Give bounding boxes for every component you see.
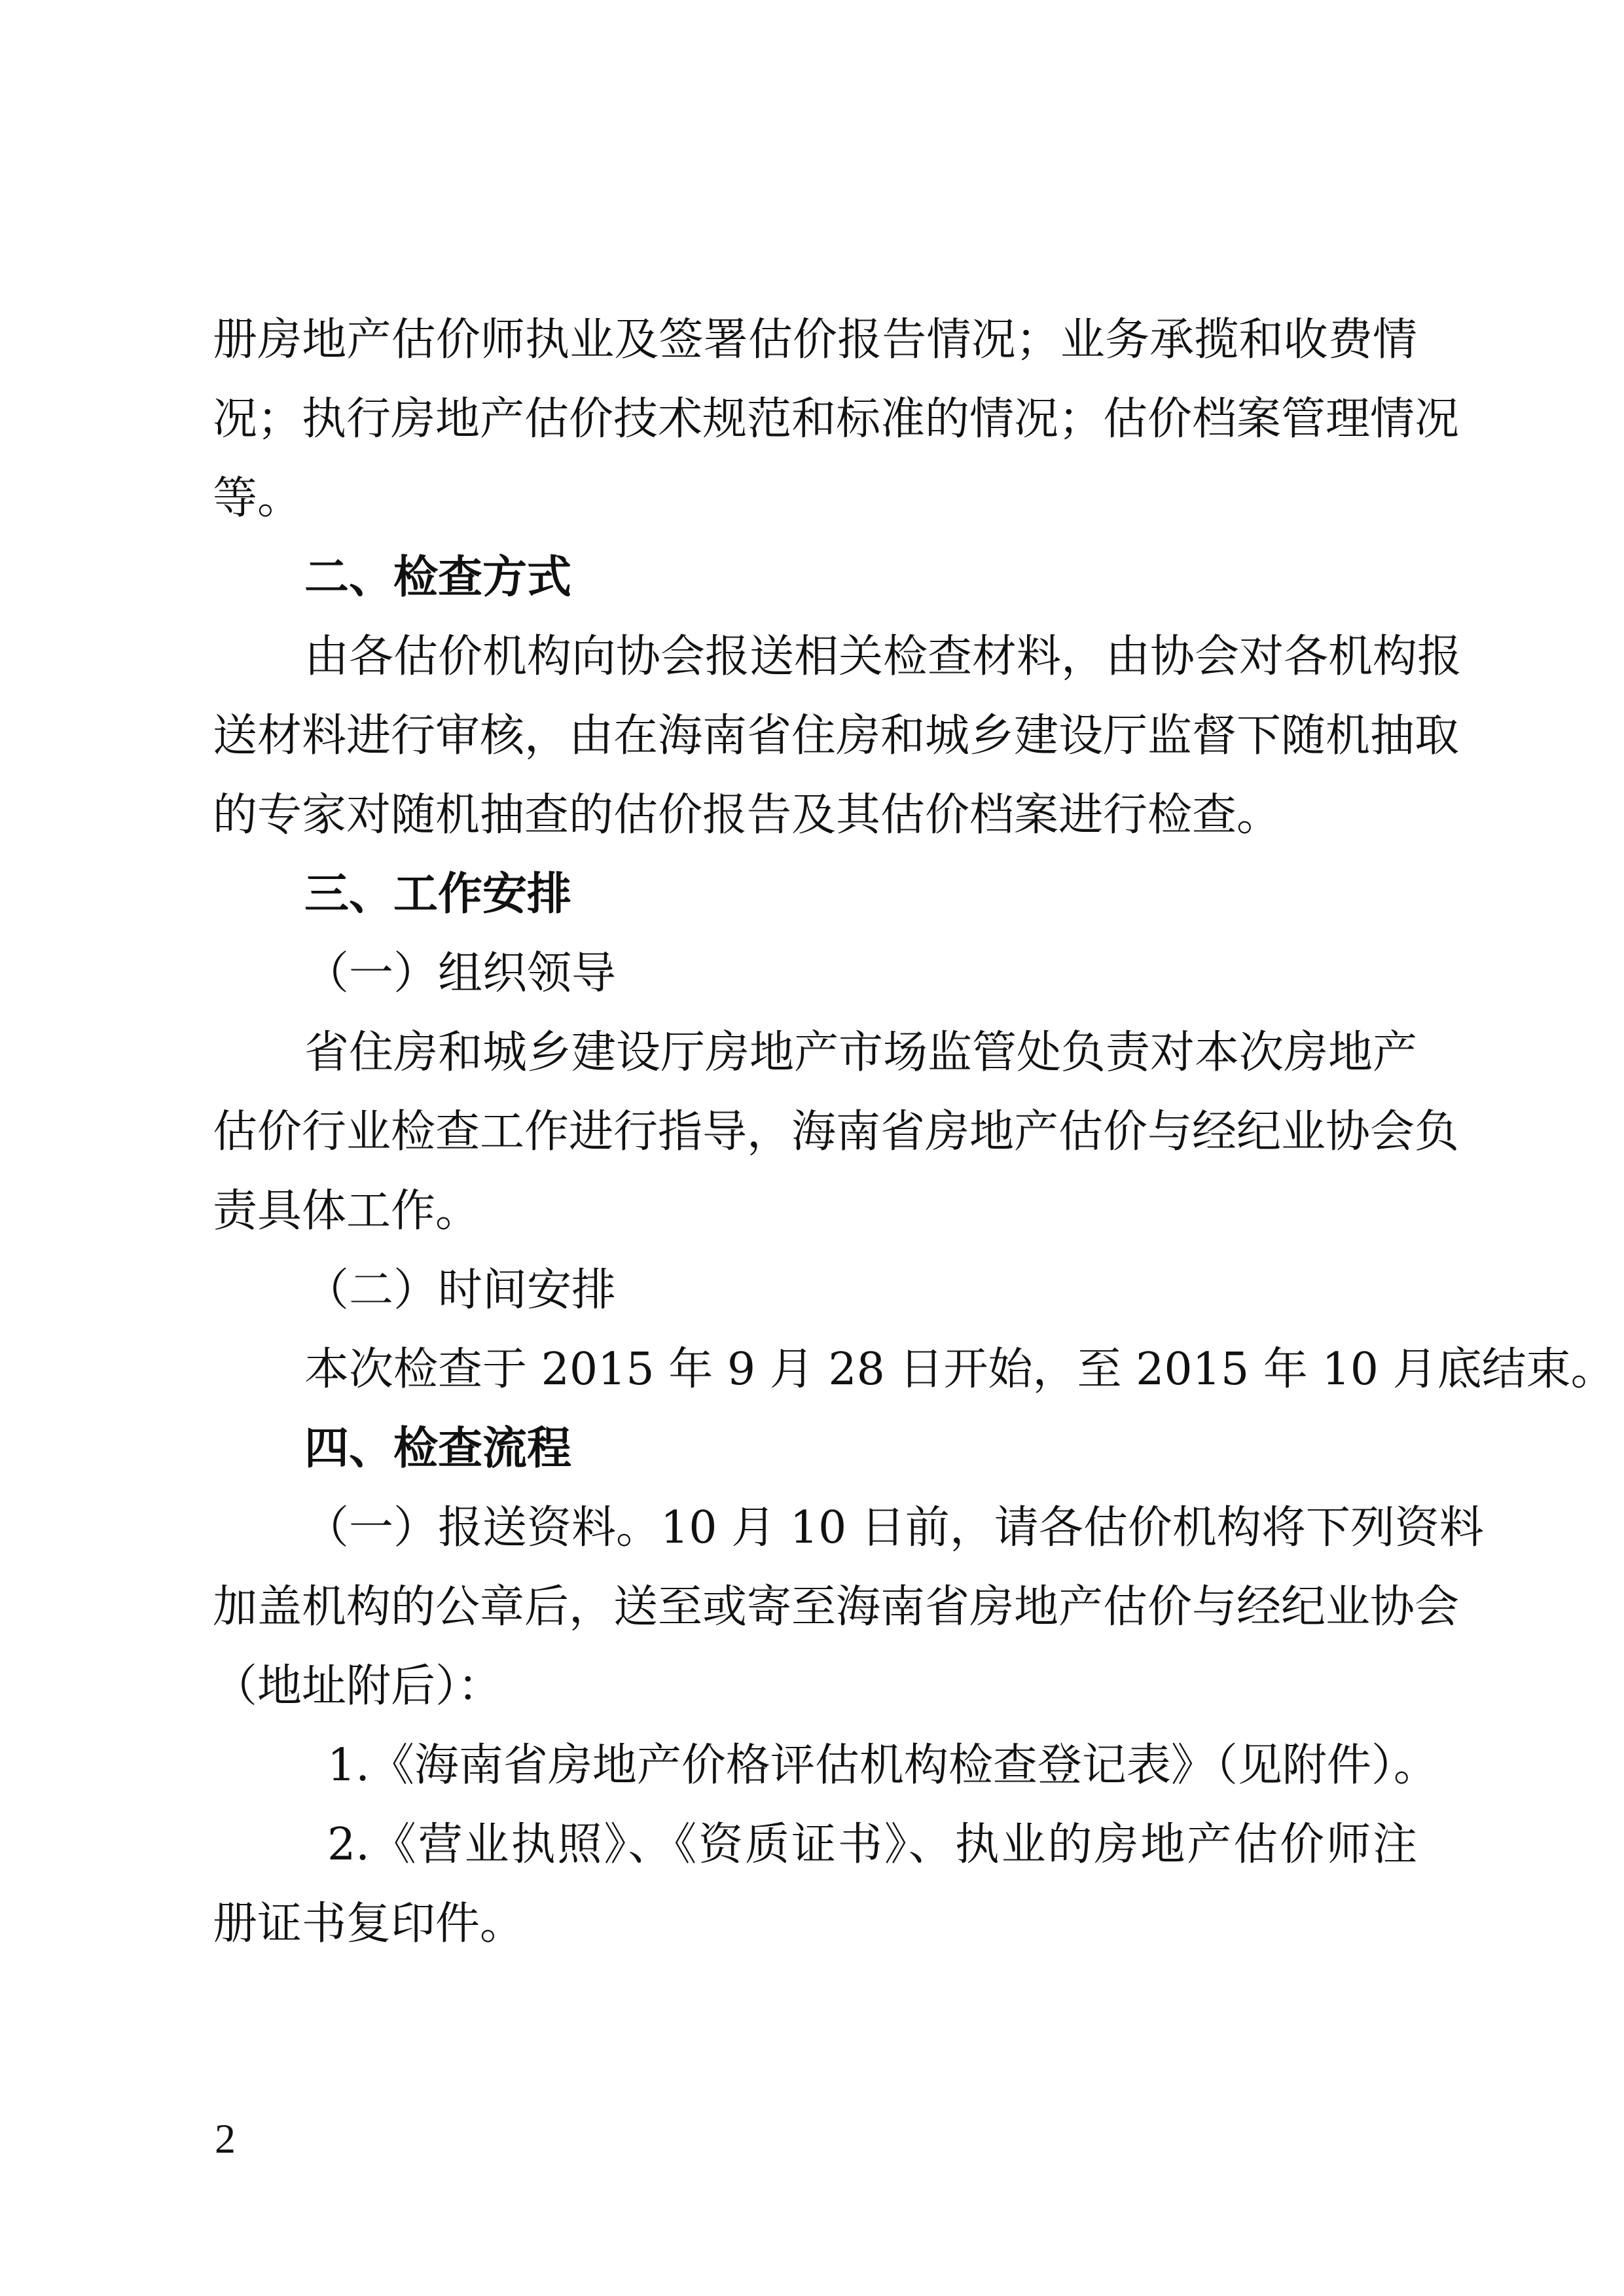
section-heading-3: 三、工作安排 [304, 869, 572, 920]
paragraph-line-14: 本次检查于 2015 年 9 月 28 日开始，至 2015 年 10 月底结束。 [304, 1344, 1615, 1395]
paragraph-line-10: 省住房和城乡建设厅房地产市场监管处负责对本次房地产 [304, 1027, 1418, 1079]
section-heading-2: 二、检查方式 [304, 552, 572, 603]
paragraph-line-16: （一）报送资料。10 月 10 日前，请各估价机构将下列资料 [304, 1502, 1484, 1554]
paragraph-line-12: 责具体工作。 [213, 1185, 480, 1237]
paragraph-line-1: 册房地产估价师执业及签署估价报告情况；业务承揽和收费情 [213, 314, 1417, 366]
list-item-1: 1.《海南省房地产价格评估机构检查登记表》（见附件）。 [327, 1740, 1438, 1791]
paragraph-line-17: 加盖机构的公章后，送至或寄至海南省房地产估价与经纪业协会 [213, 1581, 1460, 1633]
page-number: 2 [215, 2115, 236, 2162]
paragraph-line-7: 的专家对随机抽查的估价报告及其估价档案进行检查。 [213, 789, 1282, 841]
subsection-heading-1: （一）组织领导 [304, 948, 617, 999]
paragraph-line-3: 等。 [213, 473, 302, 524]
section-heading-4: 四、检查流程 [304, 1423, 572, 1475]
paragraph-line-6: 送材料进行审核，由在海南省住房和城乡建设厅监督下随机抽取 [213, 710, 1460, 762]
paragraph-line-11: 估价行业检查工作进行指导，海南省房地产估价与经纪业协会负 [213, 1106, 1460, 1158]
paragraph-line-5: 由各估价机构向协会报送相关检查材料，由协会对各机构报 [304, 631, 1462, 683]
subsection-heading-2: （二）时间安排 [304, 1265, 617, 1316]
paragraph-line-21: 册证书复印件。 [213, 1898, 525, 1950]
paragraph-line-18: （地址附后）： [213, 1660, 503, 1712]
list-item-2: 2.《营业执照》、《资质证书》、执业的房地产估价师注 [327, 1819, 1417, 1871]
paragraph-line-2: 况；执行房地产估价技术规范和标准的情况；估价档案管理情况 [213, 393, 1460, 445]
